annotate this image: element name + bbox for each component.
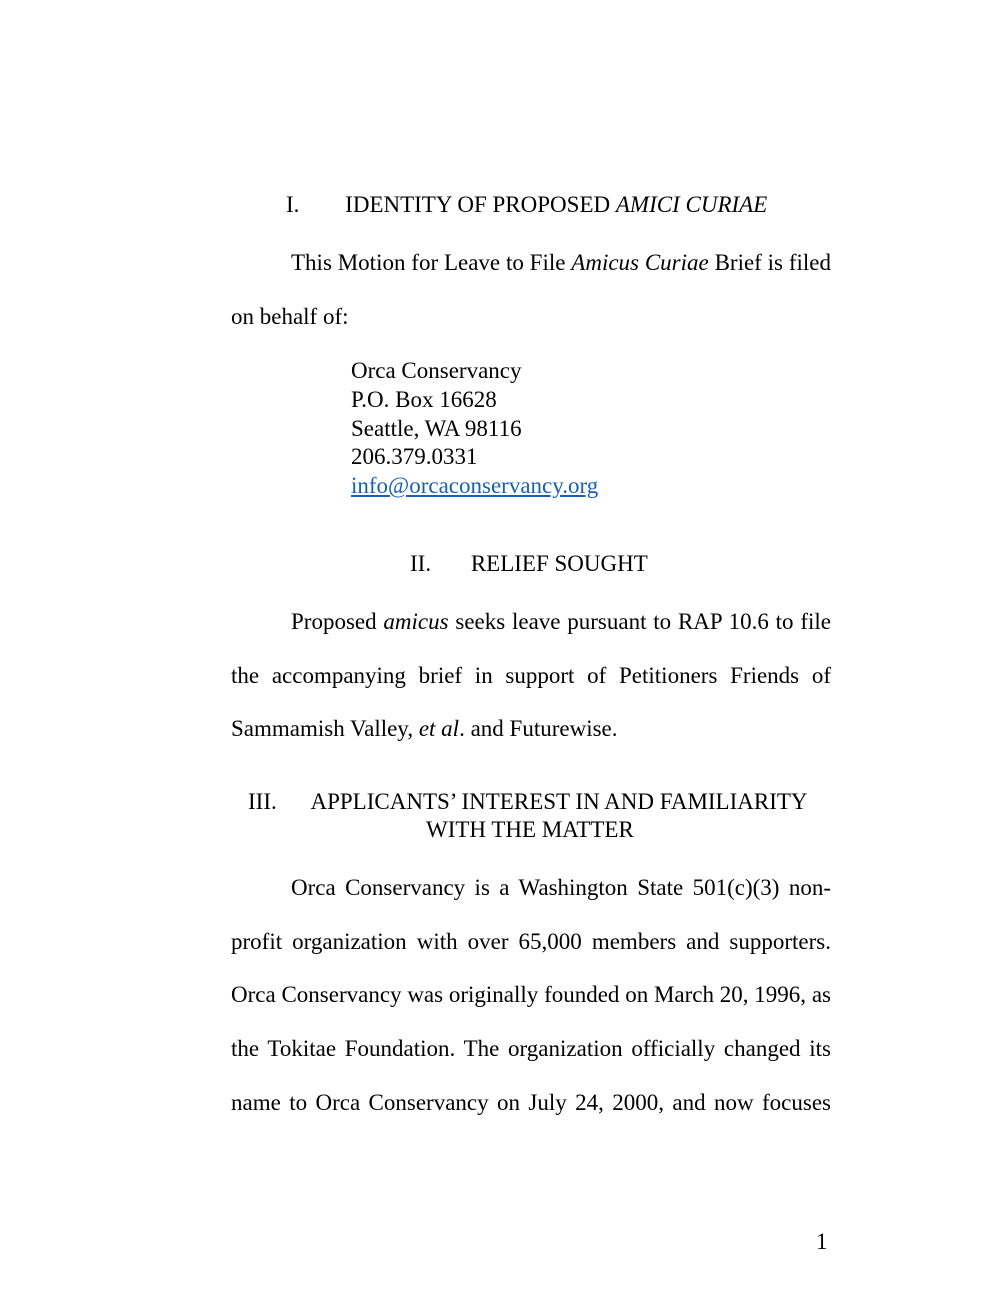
section-title-italic: AMICI CURIAE (615, 192, 768, 217)
paragraph-line: Orca Conservancy was originally founded on March 20, 1996, as (231, 982, 831, 1007)
text-run: Orca Conservancy is a Washington State 501(c)(3) non- (291, 875, 831, 900)
section-title-text: IDENTITY OF PROPOSED (345, 192, 616, 217)
paragraph-line (231, 715, 831, 743)
paragraph-line: on behalf of: (231, 304, 349, 329)
paragraph-line: name to Orca Conservancy on July 24, 2000, and now focuses (231, 1090, 831, 1115)
section-numeral: II. (410, 551, 432, 576)
text-run: . and Futurewise. (459, 716, 618, 741)
paragraph-line (231, 249, 831, 277)
section-title: RELIEF SOUGHT (470, 551, 648, 576)
section-heading-interest (248, 788, 808, 816)
section-title (345, 192, 767, 217)
text-run-italic: Amicus Curiae (571, 250, 709, 275)
section-heading-relief (410, 550, 648, 578)
paragraph-line: the accompanying brief in support of Petitioners Friends of (231, 663, 831, 688)
text-run: Brief is filed (708, 250, 831, 275)
org-name: Orca Conservancy (351, 358, 522, 383)
city-state-zip: Seattle, WA 98116 (351, 415, 522, 441)
text-run: Proposed (291, 609, 384, 634)
section-title-line: APPLICANTS’ INTEREST IN AND FAMILIARITY (310, 789, 808, 814)
paragraph-line (231, 874, 831, 902)
section-heading-identity (286, 191, 767, 219)
text-run: This Motion for Leave to File (291, 250, 572, 275)
email-link[interactable]: info@orcaconservancy.org (351, 473, 599, 498)
paragraph-line: the Tokitae Foundation. The organization officially changed its (231, 1036, 831, 1061)
text-run-italic: et al (418, 716, 460, 741)
paragraph-line: profit organization with over 65,000 members and supporters. (231, 929, 831, 954)
text-run: seeks leave pursuant to RAP 10.6 to file (448, 609, 831, 634)
section-title-line: WITH THE MATTER (426, 817, 634, 842)
text-run: Sammamish Valley, (231, 716, 419, 741)
section-numeral: III. (248, 789, 277, 814)
po-box: P.O. Box 16628 (351, 386, 497, 412)
text-run-italic: amicus (383, 609, 449, 634)
paragraph-line (231, 608, 831, 636)
section-numeral: I. (286, 192, 300, 217)
address-block (351, 357, 598, 501)
page-number: 1 (816, 1229, 828, 1254)
phone-number: 206.379.0331 (351, 444, 478, 470)
